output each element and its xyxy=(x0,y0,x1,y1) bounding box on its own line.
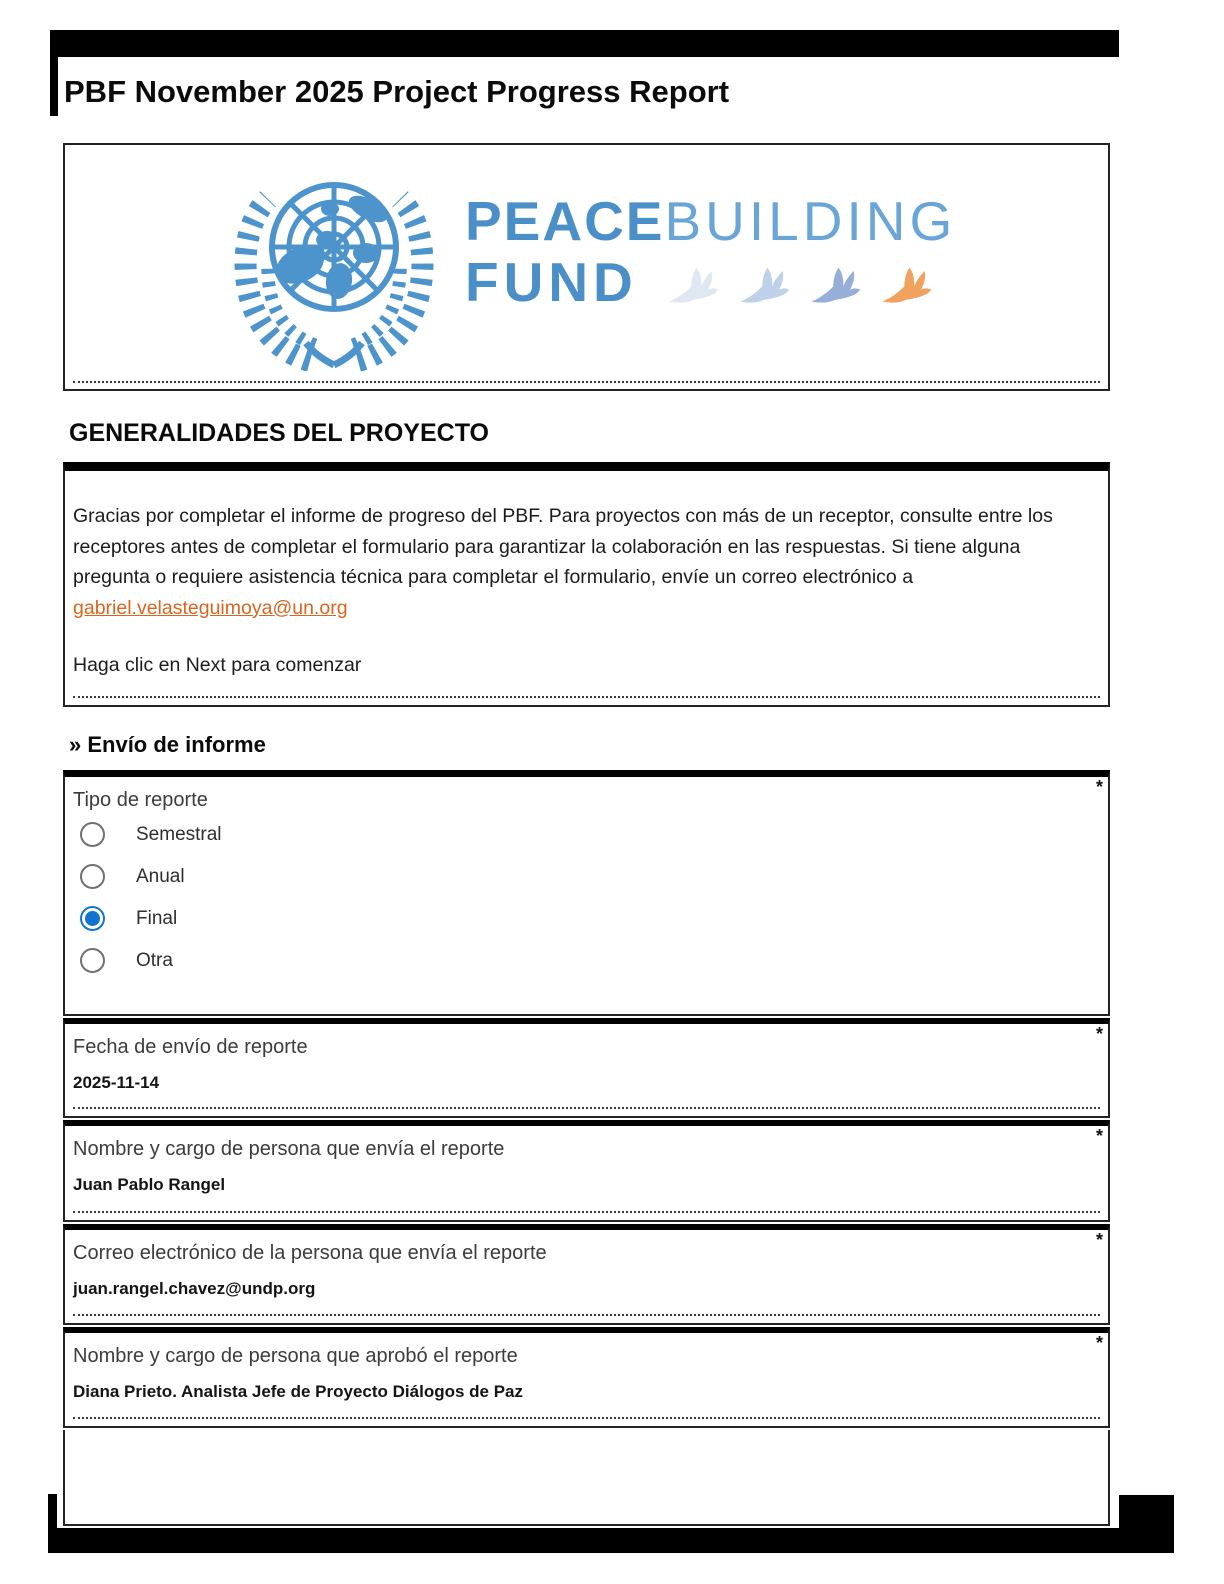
question-label: Correo electrónico de la persona que envía el reporte xyxy=(73,1242,547,1264)
form-page xyxy=(63,0,1110,1401)
dove-icon xyxy=(808,264,862,312)
question-correo-envia xyxy=(63,1224,1110,1325)
support-email-link[interactable]: gabriel.velasteguimoya@un.org xyxy=(73,596,348,619)
group-heading: » Envío de informe xyxy=(69,732,266,757)
dove-icon xyxy=(666,264,720,312)
required-asterisk: * xyxy=(1095,1333,1103,1353)
page-title: PBF November 2025 Project Progress Report xyxy=(64,74,730,109)
logo-line-2 xyxy=(465,252,956,313)
question-answer: juan.rangel.chavez@undp.org xyxy=(73,1279,316,1298)
dotted-separator xyxy=(73,1314,1100,1316)
peacebuilding-fund-wordmark xyxy=(465,191,956,313)
empty-continuation-box xyxy=(63,1430,1110,1526)
logo-word-building: BUILDING xyxy=(664,190,957,252)
question-label: Nombre y cargo de persona que aprobó el reporte xyxy=(73,1345,518,1367)
radio-option-anual[interactable] xyxy=(80,864,1108,889)
radio-option-semestral[interactable] xyxy=(80,822,1108,847)
dotted-separator xyxy=(73,1417,1100,1419)
radio-button-icon[interactable] xyxy=(80,822,105,847)
required-asterisk: * xyxy=(1095,777,1103,797)
question-nombre-aprobo xyxy=(63,1327,1110,1428)
radio-option-label: Final xyxy=(136,907,178,929)
intro-note-box xyxy=(63,462,1110,707)
radio-option-label: Otra xyxy=(136,949,173,971)
question-label: Nombre y cargo de persona que envía el reporte xyxy=(73,1138,505,1160)
intro-next-hint: Haga clic en Next para comenzar xyxy=(73,654,362,676)
radio-button-selected-icon[interactable] xyxy=(80,906,105,931)
required-asterisk: * xyxy=(1095,1024,1103,1044)
bottom-right-black-block xyxy=(1119,1495,1174,1540)
dotted-separator xyxy=(73,1211,1100,1213)
radio-option-otra[interactable] xyxy=(80,948,1108,973)
radio-button-icon[interactable] xyxy=(80,948,105,973)
dotted-separator xyxy=(73,1107,1100,1109)
dove-icon xyxy=(737,264,791,312)
dove-icon xyxy=(879,264,933,312)
questions-list xyxy=(63,770,1110,1526)
question-fecha-envio xyxy=(63,1018,1110,1118)
intro-text: Gracias por completar el informe de progreso del PBF. Para proyectos con más de un receptor, consulte entre los receptores antes de completar el formulario para garantizar la colaboración en las respuestas. Si tiene alguna pregunta o requiere asistencia técnica para completar el formulario, envíe un correo electrónico a xyxy=(73,505,1053,588)
radio-option-label: Semestral xyxy=(136,823,222,845)
question-label: Fecha de envío de reporte xyxy=(73,1036,308,1058)
question-answer: Juan Pablo Rangel xyxy=(73,1175,226,1194)
intro-note-text xyxy=(65,471,1108,681)
required-asterisk: * xyxy=(1095,1230,1103,1250)
logo-line-1 xyxy=(465,191,956,252)
radio-button-icon[interactable] xyxy=(80,864,105,889)
top-left-black-strip xyxy=(50,30,58,116)
bottom-black-bar xyxy=(48,1528,1174,1553)
un-emblem-icon xyxy=(218,157,450,376)
radio-option-final[interactable] xyxy=(80,906,1108,931)
doves-row xyxy=(666,264,933,312)
question-nombre-envia xyxy=(63,1120,1110,1222)
question-answer: Diana Prieto. Analista Jefe de Proyecto Diálogos de Paz xyxy=(73,1382,524,1401)
question-answer: 2025-11-14 xyxy=(73,1073,160,1092)
question-label: Tipo de reporte xyxy=(73,789,208,811)
required-asterisk: * xyxy=(1095,1126,1103,1146)
radio-group-tipo xyxy=(65,822,1108,973)
intro-paragraph xyxy=(73,501,1063,623)
peacebuilding-fund-logo-box xyxy=(63,143,1110,391)
question-tipo-de-reporte xyxy=(63,770,1110,1016)
dotted-separator xyxy=(73,696,1100,698)
bottom-left-black-strip xyxy=(48,1494,57,1528)
section-heading: GENERALIDADES DEL PROYECTO xyxy=(69,419,489,447)
dotted-separator xyxy=(73,381,1100,383)
radio-option-label: Anual xyxy=(136,865,185,887)
logo-word-fund: FUND xyxy=(465,251,638,313)
logo-word-peace: PEACE xyxy=(465,190,665,252)
